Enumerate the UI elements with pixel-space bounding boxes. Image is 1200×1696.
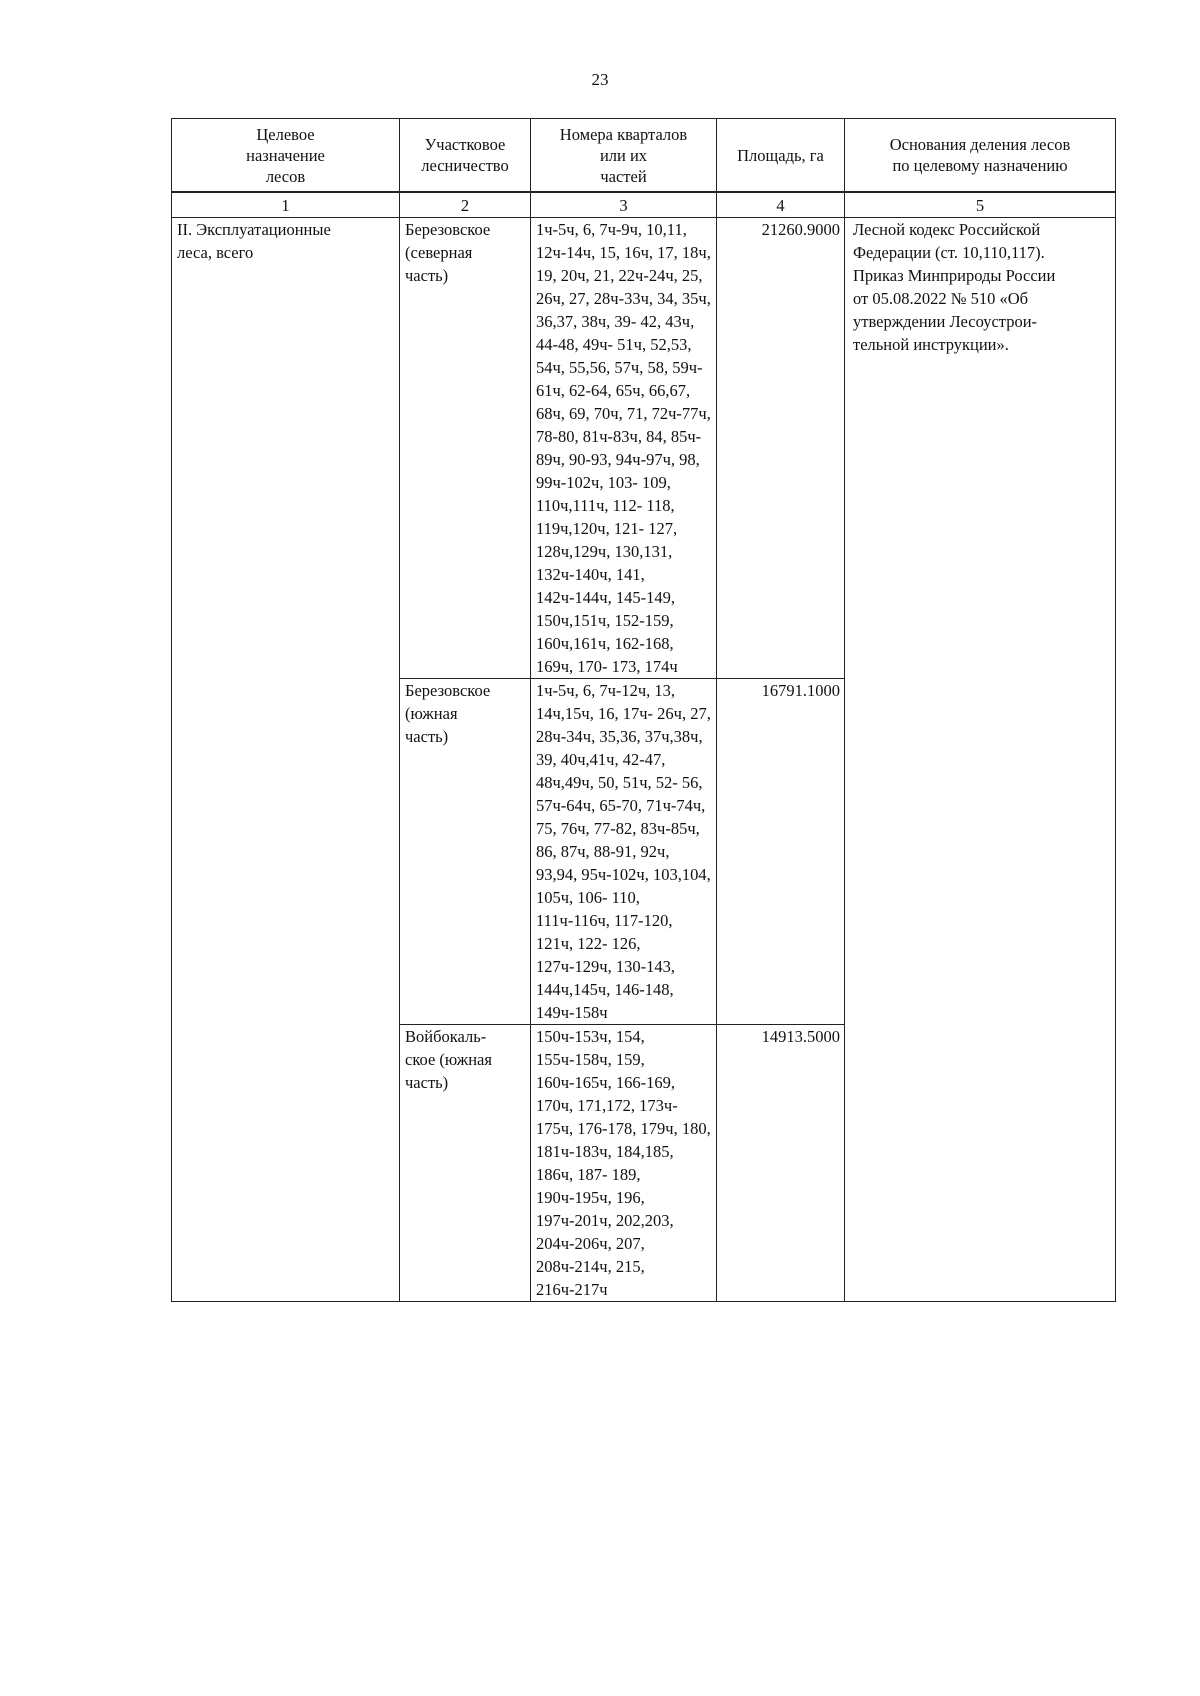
area-cell: 14913.5000 — [717, 1025, 845, 1302]
header-basis: Основания деления лесов по целевому назначению — [845, 119, 1116, 193]
column-number: 4 — [717, 192, 845, 218]
purpose-cell: II. Эксплуатационные леса, всего — [172, 218, 400, 1302]
table-row — [172, 218, 1116, 679]
area-cell: 21260.9000 — [717, 218, 845, 679]
column-number: 3 — [531, 192, 717, 218]
forestry-cell: Березовское (северная часть) — [400, 218, 531, 679]
forestry-cell: Березовское (южная часть) — [400, 679, 531, 1025]
area-cell: 16791.1000 — [717, 679, 845, 1025]
header-purpose: Целевое назначение лесов — [172, 119, 400, 193]
basis-cell: Лесной кодекс Российской Федерации (ст. 10,110,117). Приказ Минприроды России от 05.08.2022 № 510 «Об утверждении Лесоустрои- тельной инструкции». — [845, 218, 1116, 1302]
header-quarters: Номера кварталов или их частей — [531, 119, 717, 193]
page-number: 23 — [591, 70, 609, 89]
quarters-cell: 1ч-5ч, 6, 7ч-9ч, 10,11, 12ч-14ч, 15, 16ч, 17, 18ч, 19, 20ч, 21, 22ч-24ч, 25, 26ч, 27, 28ч-33ч, 34, 35ч, 36,37, 38ч, 39- 42, 43ч, 44-48, 49ч- 51ч, 52,53, 54ч, 55,56, 57ч, 58, 59ч- 61ч, 62-64, 65ч, 66,67, 68ч, 69, 70ч, 71, 72ч-77ч, 78-80, 81ч-83ч, 84, 85ч- 89ч, 90-93, 94ч-97ч, 98, 99ч-102ч, 103- 109, 110ч,111ч, 112- 118, 119ч,120ч, 121- 127, 128ч,129ч, 130,131, 132ч-140ч, 141, 142ч-144ч, 145-149, 150ч,151ч, 152-159, 160ч,161ч, 162-168, 169ч, 170- 173, 174ч — [531, 218, 717, 679]
header-forestry: Участковое лесничество — [400, 119, 531, 193]
header-area: Площадь, га — [717, 119, 845, 193]
header-row — [172, 119, 1116, 193]
column-number-row — [172, 192, 1116, 218]
column-number: 2 — [400, 192, 531, 218]
forestry-cell: Войбокаль- ское (южная часть) — [400, 1025, 531, 1302]
quarters-cell: 1ч-5ч, 6, 7ч-12ч, 13, 14ч,15ч, 16, 17ч- 26ч, 27, 28ч-34ч, 35,36, 37ч,38ч, 39, 40ч,41ч, 42-47, 48ч,49ч, 50, 51ч, 52- 56, 57ч-64ч, 65-70, 71ч-74ч, 75, 76ч, 77-82, 83ч-85ч, 86, 87ч, 88-91, 92ч, 93,94, 95ч-102ч, 103,104, 105ч, 106- 110, 111ч-116ч, 117-120, 121ч, 122- 126, 127ч-129ч, 130-143, 144ч,145ч, 146-148, 149ч-158ч — [531, 679, 717, 1025]
column-number: 1 — [172, 192, 400, 218]
forest-purpose-table — [171, 118, 1116, 1302]
quarters-cell: 150ч-153ч, 154, 155ч-158ч, 159, 160ч-165ч, 166-169, 170ч, 171,172, 173ч- 175ч, 176-178, 179ч, 180, 181ч-183ч, 184,185, 186ч, 187- 189, 190ч-195ч, 196, 197ч-201ч, 202,203, 204ч-206ч, 207, 208ч-214ч, 215, 216ч-217ч — [531, 1025, 717, 1302]
column-number: 5 — [845, 192, 1116, 218]
